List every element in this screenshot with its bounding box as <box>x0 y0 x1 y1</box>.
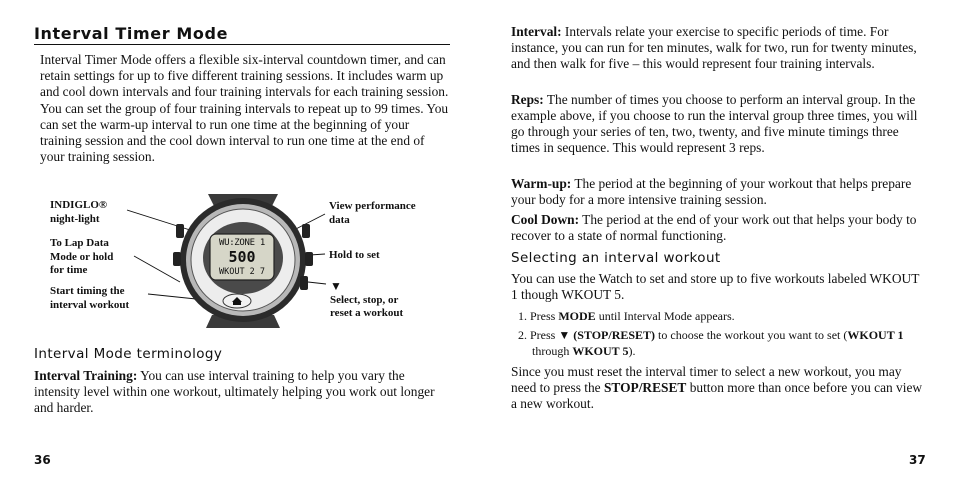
step-1-text: until Interval Mode appears. <box>595 309 735 323</box>
interval-text: Intervals relate your exercise to specific periods of time. For instance, you can run for ten minutes, walk for two, run for twenty minutes, and then walk for five – this would represent four training intervals. <box>511 24 917 71</box>
callout-view-line2: data <box>329 213 350 226</box>
callout-indiglo-line1: INDIGLO® <box>50 199 108 211</box>
lcd-line2: 500 <box>228 248 256 266</box>
cooldown-term: Cool Down: <box>511 212 580 227</box>
selecting-heading: Selecting an interval workout <box>511 250 721 266</box>
selecting-paragraph: You can use the Watch to set and store up to five workouts labeled WKOUT 1 though WKOUT 5. <box>511 271 920 302</box>
since-paragraph <box>511 364 929 412</box>
callout-view-line1: View performance <box>329 200 416 212</box>
reps-term: Reps: <box>511 92 544 107</box>
warmup-definition <box>511 176 929 208</box>
callout-start-line2: interval workout <box>50 298 130 311</box>
since-text-b: button more than once before you can view a new workout. <box>511 380 923 411</box>
intro-paragraph: Interval Timer Mode offers a flexible six-interval countdown timer, and can retain settings for up to five different training sessions. It includes warm up and cool down intervals and four training intervals for each training session. You can set the group of four training intervals to repeat up to 99 times. You can set the warm-up interval to run one time at the beginning of your training session and the cool down interval to run one time at the end of your training session. <box>40 52 449 165</box>
down-triangle-icon: ▼ <box>558 328 571 342</box>
since-text-a: Since you must reset the interval timer to select a new workout, you may need to press the <box>511 364 902 395</box>
cooldown-text: The period at the end of your work out that helps your body to recover to a state of normal functioning. <box>511 212 917 243</box>
stop-reset-key: (STOP/RESET) <box>570 328 656 342</box>
callout-lap-line3: for time <box>50 264 88 276</box>
interval-definition <box>511 24 929 72</box>
interval-term: Interval: <box>511 24 562 39</box>
callout-lap-line2: Mode or hold <box>50 250 114 263</box>
step-2-text: to choose the workout you want to set ( <box>655 328 848 342</box>
callout-select-line2: reset a workout <box>330 307 404 319</box>
page-number-left: 36 <box>34 453 51 467</box>
down-triangle-icon: ▼ <box>330 279 342 293</box>
wkout-5-label: WKOUT 5 <box>572 344 629 358</box>
stop-reset-key-2: STOP/RESET <box>603 380 687 395</box>
page-number-right: 37 <box>909 453 926 467</box>
interval-training-text: You can use interval training to help you vary the intensity level within one workout, ultimately helping you work out longer and harder. <box>34 368 435 415</box>
lcd-line3: WKOUT 2 7 <box>218 267 266 277</box>
watch-figure <box>40 190 440 335</box>
wkout-1-label: WKOUT 1 <box>847 328 904 342</box>
step-1-number: 1. Press <box>518 309 559 323</box>
reps-definition <box>511 92 929 156</box>
warmup-term: Warm-up: <box>511 176 572 191</box>
cooldown-definition <box>511 212 929 244</box>
step-2-through: through <box>532 344 573 358</box>
step-1 <box>518 308 928 324</box>
interval-training-paragraph <box>34 368 450 416</box>
step-2 <box>518 327 928 359</box>
callout-hold: Hold to set <box>329 249 380 261</box>
warmup-text: The period at the beginning of your workout that helps prepare your body for a more intensive training session. <box>511 176 912 207</box>
callout-select-line1: Select, stop, or <box>330 293 399 306</box>
terminology-heading: Interval Mode terminology <box>34 346 223 362</box>
step-2-end: ). <box>628 344 636 358</box>
callout-start-line1: Start timing the <box>50 285 125 297</box>
page-title: Interval Timer Mode <box>34 24 229 43</box>
lcd-line1: WU:ZONE 1 <box>218 238 266 248</box>
step-2-number: 2. Press <box>518 328 559 342</box>
reps-text: The number of times you choose to perform an interval group. In the example above, if you choose to run the interval group three times, you will go through your series of ten, two, twenty, and five minute timings three times in sequence. This would represent 3 reps. <box>511 92 918 155</box>
interval-training-term: Interval Training: <box>34 368 138 383</box>
mode-key: MODE <box>558 309 596 323</box>
callout-lap-line1: To Lap Data <box>50 237 109 249</box>
callout-indiglo-line2: night-light <box>50 212 100 225</box>
steps-list <box>518 308 928 362</box>
title-rule <box>34 44 450 45</box>
